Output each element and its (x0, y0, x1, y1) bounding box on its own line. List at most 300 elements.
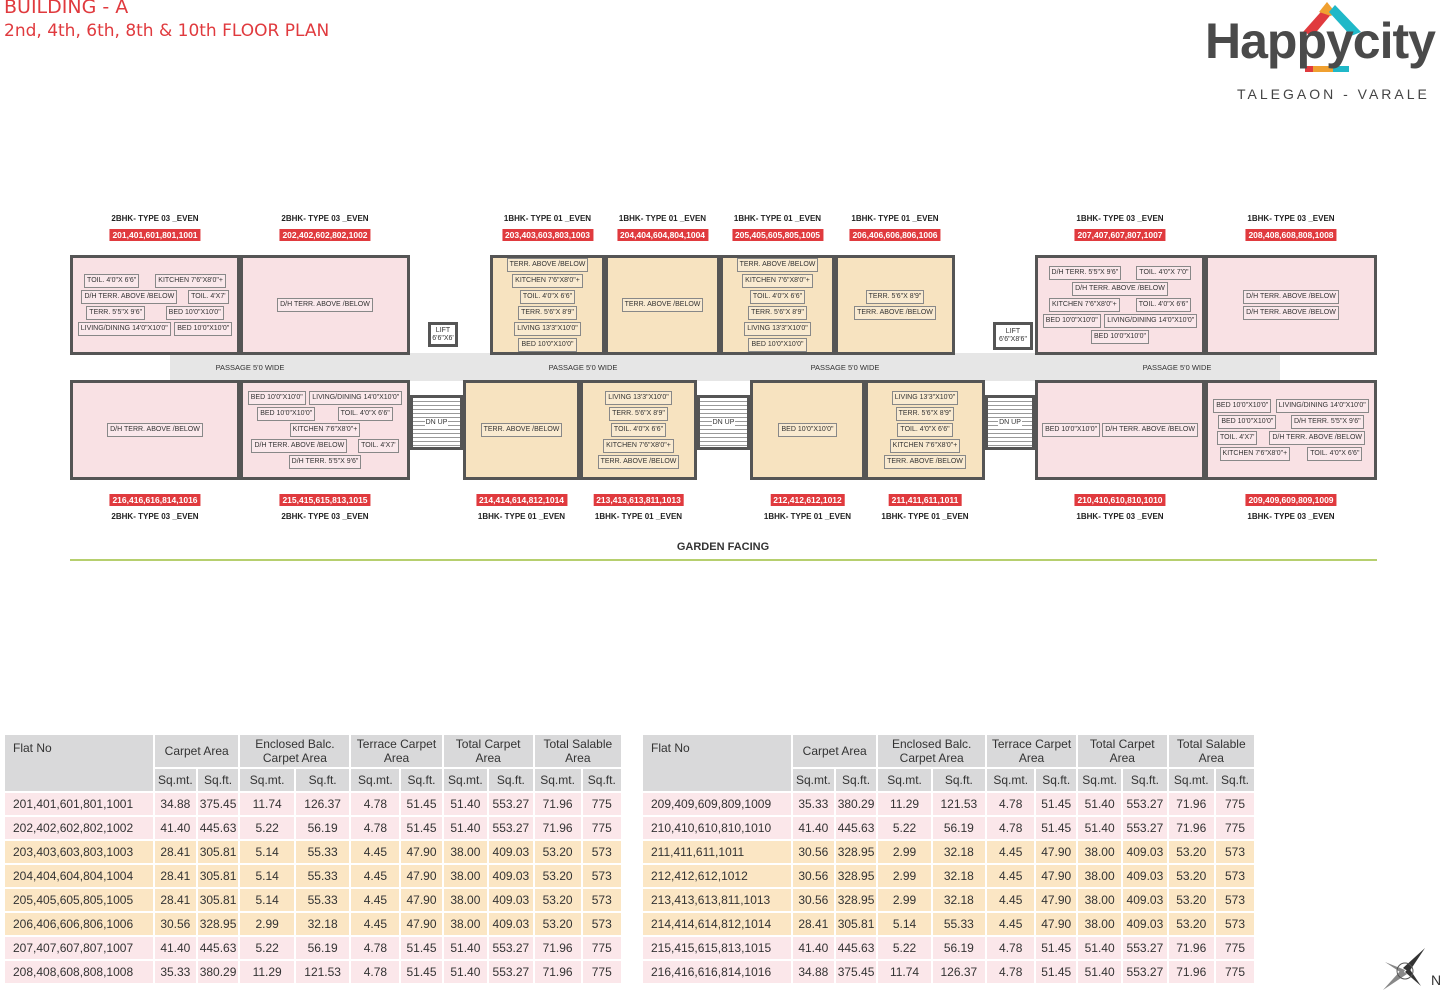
area-cell: 32.18 (933, 841, 985, 863)
flat-unit[interactable] (1205, 255, 1377, 355)
col-header-group: Total Carpet Area (444, 735, 533, 767)
room-label: TERR. 5'5"X 9'6" (86, 306, 145, 320)
unit-header: Sq.ft. (836, 769, 877, 791)
area-cell: 38.00 (1078, 889, 1121, 911)
flat-unit[interactable] (70, 255, 240, 355)
area-cell: 51.40 (1078, 817, 1121, 839)
lift: LIFT 6'6"X6' (428, 322, 458, 347)
area-cell: 553.27 (489, 961, 533, 983)
area-cell: 409.03 (489, 865, 533, 887)
room-label: BED 10'0"X10'0" (257, 407, 315, 421)
area-cell: 11.74 (240, 793, 293, 815)
area-cell: 51.40 (1078, 793, 1121, 815)
area-cell: 4.45 (351, 913, 399, 935)
area-cell: 305.81 (836, 913, 877, 935)
unit-header: Sq.mt. (1078, 769, 1121, 791)
room-label: TERR. ABOVE /BELOW (507, 258, 589, 272)
col-header-flat: Flat No (5, 735, 153, 791)
area-table-left (3, 733, 623, 985)
area-cell: 5.22 (240, 937, 293, 959)
area-cell: 35.33 (793, 793, 834, 815)
flat-no-cell: 206,406,606,806,1006 (5, 913, 153, 935)
stair-label: DN UP (425, 418, 448, 426)
flat-unit[interactable] (240, 380, 410, 480)
col-header-group: Terrace Carpet Area (987, 735, 1076, 767)
area-cell: 2.99 (878, 841, 930, 863)
compass-north-label: N (1431, 972, 1442, 988)
table-row (643, 889, 1254, 911)
unit-header: Sq.mt. (155, 769, 196, 791)
area-cell: 56.19 (296, 937, 350, 959)
area-cell: 30.56 (155, 913, 196, 935)
flat-unit[interactable] (70, 380, 240, 480)
area-cell: 4.45 (987, 889, 1034, 911)
area-cell: 126.37 (296, 793, 350, 815)
area-cell: 5.22 (240, 817, 293, 839)
area-cell: 51.40 (444, 817, 488, 839)
area-cell: 5.22 (878, 937, 930, 959)
area-cell: 305.81 (198, 889, 239, 911)
area-cell: 51.45 (1036, 937, 1076, 959)
flat-number-tag: 203,403,603,803,1003 (502, 229, 593, 241)
garden-facing-label: GARDEN FACING (676, 541, 770, 553)
floor-plan-title: 2nd, 4th, 6th, 8th & 10th FLOOR PLAN (4, 21, 330, 41)
room-label: TOIL. 4'0"X 6'6" (611, 423, 666, 437)
area-cell: 409.03 (489, 913, 533, 935)
staircase (410, 395, 463, 450)
area-cell: 409.03 (489, 841, 533, 863)
flat-no-cell: 207,407,607,807,1007 (5, 937, 153, 959)
flat-unit[interactable] (835, 255, 955, 355)
area-cell: 553.27 (489, 937, 533, 959)
area-cell: 47.90 (1036, 889, 1076, 911)
garden-line (70, 559, 1377, 561)
unit-header: Sq.ft. (1036, 769, 1076, 791)
area-cell: 375.45 (198, 793, 239, 815)
flat-no-cell: 204,404,604,804,1004 (5, 865, 153, 887)
area-cell: 71.96 (535, 817, 581, 839)
room-label: TOIL. 4'0"X 7'0" (1136, 266, 1191, 280)
unit-header: Sq.ft. (933, 769, 985, 791)
flat-no-cell: 202,402,602,802,1002 (5, 817, 153, 839)
area-cell: 553.27 (489, 793, 533, 815)
col-header-group: Total Salable Area (535, 735, 621, 767)
unit-header: Sq.mt. (878, 769, 930, 791)
room-label: BED 10'0"X10'0" (748, 338, 806, 352)
room-label: TERR. ABOVE /BELOW (854, 306, 936, 320)
area-cell: 51.40 (444, 937, 488, 959)
unit-header: Sq.mt. (444, 769, 488, 791)
area-cell: 28.41 (155, 841, 196, 863)
area-cell: 553.27 (1123, 961, 1166, 983)
area-cell: 38.00 (444, 865, 488, 887)
room-label: D/H TERR. ABOVE /BELOW (1102, 423, 1198, 437)
room-label: D/H TERR. ABOVE /BELOW (1269, 431, 1365, 445)
passage-label: PASSAGE 5'0 WIDE (548, 363, 618, 372)
area-cell: 53.20 (535, 889, 581, 911)
area-cell: 11.29 (240, 961, 293, 983)
room-label: LIVING/DINING 14'0"X10'0" (309, 391, 402, 405)
area-cell: 328.95 (836, 841, 877, 863)
table-row (643, 841, 1254, 863)
staircase (697, 395, 750, 450)
area-cell: 51.45 (1036, 961, 1076, 983)
area-cell: 573 (1216, 889, 1254, 911)
area-cell: 775 (1216, 793, 1254, 815)
area-cell: 4.45 (351, 841, 399, 863)
unit-header: Sq.mt. (987, 769, 1034, 791)
area-cell: 4.78 (351, 961, 399, 983)
unit-type-label: 1BHK- TYPE 03 _EVEN (1076, 214, 1164, 223)
flat-unit[interactable] (750, 380, 865, 480)
area-cell: 56.19 (296, 817, 350, 839)
flat-unit[interactable] (605, 255, 720, 355)
flat-unit[interactable] (720, 255, 835, 355)
room-label: LIVING 13'3"X10'0" (514, 322, 581, 336)
flat-no-cell: 211,411,611,1011 (643, 841, 791, 863)
area-cell: 4.78 (351, 793, 399, 815)
room-label: TERR. 5'6"X 8'9" (609, 407, 668, 421)
unit-type-label: 1BHK- TYPE 01 _EVEN (881, 512, 969, 521)
area-cell: 305.81 (198, 841, 239, 863)
flat-unit[interactable] (1035, 255, 1205, 355)
room-label: TOIL. 4'0"X 6'6" (750, 290, 805, 304)
unit-type-label: 1BHK- TYPE 03 _EVEN (1076, 512, 1164, 521)
table-row (643, 817, 1254, 839)
flat-number-tag: 208,408,608,808,1008 (1245, 229, 1336, 241)
room-label: BED 10'0"X10'0" (1213, 399, 1271, 413)
table-row (5, 841, 621, 863)
area-cell: 409.03 (1123, 865, 1166, 887)
col-header-group: Terrace Carpet Area (351, 735, 441, 767)
area-cell: 2.99 (878, 889, 930, 911)
area-cell: 573 (1216, 865, 1254, 887)
unit-header: Sq.mt. (351, 769, 399, 791)
area-cell: 5.14 (240, 841, 293, 863)
table-row (5, 961, 621, 983)
passage-label: PASSAGE 5'0 WIDE (810, 363, 880, 372)
area-cell: 30.56 (793, 889, 834, 911)
area-cell: 4.45 (987, 841, 1034, 863)
unit-type-label: 1BHK- TYPE 01 _EVEN (733, 214, 822, 223)
area-cell: 573 (1216, 841, 1254, 863)
area-cell: 51.40 (444, 793, 488, 815)
room-label: D/H TERR. ABOVE /BELOW (277, 298, 373, 312)
flat-no-cell: 214,414,614,812,1014 (643, 913, 791, 935)
room-label: D/H TERR. ABOVE /BELOW (1243, 290, 1339, 304)
area-cell: 5.22 (878, 817, 930, 839)
area-table-right (641, 733, 1256, 985)
flat-number-tag: 207,407,607,807,1007 (1074, 229, 1165, 241)
room-label: D/H TERR. ABOVE /BELOW (107, 423, 203, 437)
area-cell: 71.96 (1169, 817, 1214, 839)
area-cell: 4.78 (987, 793, 1034, 815)
room-label: KITCHEN 7'6"X8'0"+ (290, 423, 361, 437)
area-cell: 47.90 (1036, 865, 1076, 887)
compass-icon (1375, 940, 1442, 1000)
room-label: D/H TERR. 5'5"X 9'6" (1291, 415, 1364, 429)
area-cell: 51.45 (401, 961, 441, 983)
area-cell: 573 (583, 889, 621, 911)
table-row (643, 913, 1254, 935)
corridor (170, 353, 1280, 381)
logo-location: TALEGAON - VARALE (1237, 86, 1430, 102)
area-cell: 30.56 (793, 841, 834, 863)
area-cell: 775 (583, 937, 621, 959)
area-cell: 30.56 (793, 865, 834, 887)
unit-type-label: 1BHK- TYPE 03 _EVEN (1247, 512, 1335, 521)
area-cell: 775 (1216, 817, 1254, 839)
area-cell: 55.33 (296, 889, 350, 911)
area-cell: 4.78 (987, 961, 1034, 983)
room-label: KITCHEN 7'6"X8'0"+ (155, 274, 226, 288)
area-cell: 71.96 (1169, 793, 1214, 815)
flat-number-tag: 205,405,605,805,1005 (732, 229, 823, 241)
area-cell: 553.27 (489, 817, 533, 839)
area-cell: 28.41 (155, 865, 196, 887)
unit-type-label: 1BHK- TYPE 03 _EVEN (1247, 214, 1335, 223)
room-label: TOIL. 4'0"X 6'6" (84, 274, 139, 288)
room-label: TOIL. 4'0"X 6'6" (520, 290, 575, 304)
room-label: TOIL. 4'0"X 6'6" (897, 423, 952, 437)
flat-no-cell: 216,416,616,814,1016 (643, 961, 791, 983)
area-cell: 34.88 (155, 793, 196, 815)
area-cell: 11.74 (878, 961, 930, 983)
area-cell: 380.29 (198, 961, 239, 983)
col-header-group: Total Carpet Area (1078, 735, 1167, 767)
area-cell: 380.29 (836, 793, 877, 815)
area-cell: 56.19 (933, 817, 985, 839)
room-label: TOIL. 4'0"X 6'6" (1307, 447, 1362, 461)
flat-number-tag: 213,413,613,811,1013 (593, 494, 684, 506)
room-label: D/H TERR. ABOVE /BELOW (251, 439, 347, 453)
room-label: BED 10'0"X10'0" (1043, 314, 1101, 328)
stair-label: DN UP (712, 418, 735, 426)
area-cell: 47.90 (1036, 841, 1076, 863)
area-cell: 53.20 (535, 841, 581, 863)
table-row (5, 913, 621, 935)
area-cell: 53.20 (1169, 913, 1214, 935)
room-label: TERR. 5'6"X 8'9" (748, 306, 807, 320)
flat-unit[interactable] (580, 380, 697, 480)
area-cell: 38.00 (1078, 913, 1121, 935)
unit-type-label: 1BHK- TYPE 01 _EVEN (618, 214, 707, 223)
flat-no-cell: 205,405,605,805,1005 (5, 889, 153, 911)
unit-header: Sq.mt. (1169, 769, 1214, 791)
table-row (643, 793, 1254, 815)
room-label: BED 10'0"X10'0" (1042, 423, 1100, 437)
area-cell: 53.20 (1169, 889, 1214, 911)
area-cell: 775 (583, 793, 621, 815)
area-cell: 55.33 (296, 865, 350, 887)
unit-header: Sq.ft. (296, 769, 350, 791)
area-cell: 121.53 (933, 793, 985, 815)
floor-plan (0, 200, 1442, 570)
room-label: TOIL. 4'X7' (188, 290, 228, 304)
room-label: LIVING 13'3"X10'0" (892, 391, 959, 405)
area-cell: 121.53 (296, 961, 350, 983)
table-row (5, 889, 621, 911)
room-label: KITCHEN 7'6"X8'0"+ (512, 274, 583, 288)
area-cell: 375.45 (836, 961, 877, 983)
area-cell: 409.03 (489, 889, 533, 911)
room-label: TOIL. 4'X7' (1217, 431, 1257, 445)
area-cell: 32.18 (933, 889, 985, 911)
area-cell: 305.81 (198, 865, 239, 887)
room-label: LIVING/DINING 14'0"X10'0" (1276, 399, 1369, 413)
area-cell: 47.90 (401, 913, 441, 935)
area-cell: 53.20 (535, 865, 581, 887)
area-cell: 573 (583, 841, 621, 863)
area-cell: 41.40 (155, 937, 196, 959)
unit-type-label: 2BHK- TYPE 03 _EVEN (111, 214, 199, 223)
col-header-flat: Flat No (643, 735, 791, 791)
area-cell: 775 (583, 961, 621, 983)
area-cell: 445.63 (198, 937, 239, 959)
table-row (643, 937, 1254, 959)
area-cell: 51.45 (1036, 793, 1076, 815)
area-cell: 4.45 (987, 913, 1034, 935)
flat-number-tag: 201,401,601,801,1001 (109, 229, 200, 241)
area-cell: 51.40 (1078, 961, 1121, 983)
unit-type-label: 2BHK- TYPE 03 _EVEN (111, 512, 199, 521)
unit-type-label: 1BHK- TYPE 01 _EVEN (477, 512, 566, 521)
area-cell: 5.14 (240, 889, 293, 911)
flat-unit[interactable] (865, 380, 985, 480)
flat-number-tag: 211,411,611,1011 (889, 494, 962, 506)
unit-type-label: 1BHK- TYPE 01 _EVEN (851, 214, 939, 223)
happycity-logo (1205, 0, 1442, 105)
area-cell: 71.96 (1169, 937, 1214, 959)
flat-unit[interactable] (1205, 380, 1377, 480)
room-label: TERR. 5'6"X 8'9" (518, 306, 577, 320)
room-label: KITCHEN 7'6"X8'0"+ (603, 439, 674, 453)
table-row (5, 937, 621, 959)
area-cell: 4.45 (987, 865, 1034, 887)
area-cell: 38.00 (444, 889, 488, 911)
area-cell: 35.33 (155, 961, 196, 983)
area-cell: 4.45 (351, 865, 399, 887)
col-header-group: Total Salable Area (1169, 735, 1254, 767)
area-cell: 47.90 (401, 841, 441, 863)
area-cell: 775 (1216, 937, 1254, 959)
area-cell: 51.45 (401, 793, 441, 815)
room-label: D/H TERR. 5'5"X 9'6" (289, 455, 362, 469)
room-label: KITCHEN 7'6"X8'0"+ (890, 439, 961, 453)
room-label: BED 10'0"X10'0" (248, 391, 306, 405)
area-cell: 328.95 (836, 889, 877, 911)
north-compass (1375, 940, 1442, 1000)
logo-wordmark: Happycity (1205, 13, 1435, 69)
area-cell: 775 (583, 817, 621, 839)
area-cell: 38.00 (1078, 841, 1121, 863)
room-label: BED 10'0"X10'0" (1091, 330, 1149, 344)
flat-number-tag: 210,410,610,810,1010 (1074, 494, 1165, 506)
flat-no-cell: 208,408,608,808,1008 (5, 961, 153, 983)
area-cell: 41.40 (793, 817, 834, 839)
table-row (5, 817, 621, 839)
room-label: TERR. ABOVE /BELOW (598, 455, 680, 469)
room-label: LIVING/DINING 14'0"X10'0" (78, 322, 171, 336)
area-cell: 38.00 (1078, 865, 1121, 887)
table-row (643, 865, 1254, 887)
area-cell: 2.99 (240, 913, 293, 935)
flat-unit[interactable] (240, 255, 410, 355)
col-header-group: Carpet Area (155, 735, 238, 767)
room-label: TERR. ABOVE /BELOW (737, 258, 819, 272)
flat-no-cell: 203,403,603,803,1003 (5, 841, 153, 863)
area-cell: 11.29 (878, 793, 930, 815)
area-cell: 55.33 (933, 913, 985, 935)
room-label: BED 10'0"X10'0" (174, 322, 232, 336)
area-cell: 126.37 (933, 961, 985, 983)
area-cell: 5.14 (240, 865, 293, 887)
room-label: KITCHEN 7'6"X8'0"+ (1220, 447, 1291, 461)
area-cell: 4.45 (351, 889, 399, 911)
stair-label: DN UP (999, 418, 1021, 426)
area-cell: 38.00 (444, 913, 488, 935)
area-cell: 34.88 (793, 961, 834, 983)
area-cell: 573 (1216, 913, 1254, 935)
area-cell: 56.19 (933, 937, 985, 959)
room-label: TOIL. 4'X7' (358, 439, 398, 453)
table-row (643, 961, 1254, 983)
room-label: TERR. ABOVE /BELOW (481, 423, 563, 437)
unit-type-label: 1BHK- TYPE 01 _EVEN (594, 512, 683, 521)
area-cell: 4.78 (987, 937, 1034, 959)
area-cell: 47.90 (401, 865, 441, 887)
flat-unit[interactable] (1035, 380, 1205, 480)
unit-header: Sq.mt. (793, 769, 834, 791)
flat-unit[interactable] (490, 255, 605, 355)
flat-number-tag: 202,402,602,802,1002 (279, 229, 370, 241)
area-cell: 573 (583, 865, 621, 887)
area-cell: 553.27 (1123, 817, 1166, 839)
flat-number-tag: 206,406,606,806,1006 (849, 229, 940, 241)
col-header-group: Carpet Area (793, 735, 876, 767)
area-cell: 51.45 (401, 937, 441, 959)
area-cell: 38.00 (444, 841, 488, 863)
flat-unit[interactable] (463, 380, 580, 480)
col-header-group: Enclosed Balc. Carpet Area (878, 735, 985, 767)
unit-header: Sq.mt. (535, 769, 581, 791)
flat-no-cell: 213,413,613,811,1013 (643, 889, 791, 911)
flat-number-tag: 216,416,616,814,1016 (109, 494, 200, 506)
room-label: LIVING 13'3"X10'0" (605, 391, 672, 405)
area-cell: 445.63 (836, 937, 877, 959)
area-cell: 445.63 (198, 817, 239, 839)
area-cell: 573 (583, 913, 621, 935)
flat-number-tag: 204,404,604,804,1004 (617, 229, 708, 241)
room-label: TOIL. 4'0"X 6'6" (338, 407, 393, 421)
lift: LIFT 6'6"X8'6" (993, 322, 1033, 350)
unit-header: Sq.ft. (401, 769, 441, 791)
room-label: LIVING 13'3"X10'0" (744, 322, 811, 336)
room-label: TOIL. 4'0"X 6'6" (1136, 298, 1191, 312)
unit-type-label: 1BHK- TYPE 01 _EVEN (763, 512, 852, 521)
area-cell: 71.96 (535, 937, 581, 959)
area-cell: 5.14 (878, 913, 930, 935)
area-cell: 553.27 (1123, 793, 1166, 815)
unit-header: Sq.ft. (1216, 769, 1254, 791)
flat-number-tag: 209,409,609,809,1009 (1245, 494, 1336, 506)
unit-header: Sq.ft. (583, 769, 621, 791)
flat-no-cell: 210,410,610,810,1010 (643, 817, 791, 839)
area-cell: 4.78 (987, 817, 1034, 839)
area-cell: 553.27 (1123, 937, 1166, 959)
area-cell: 71.96 (535, 793, 581, 815)
area-cell: 409.03 (1123, 913, 1166, 935)
